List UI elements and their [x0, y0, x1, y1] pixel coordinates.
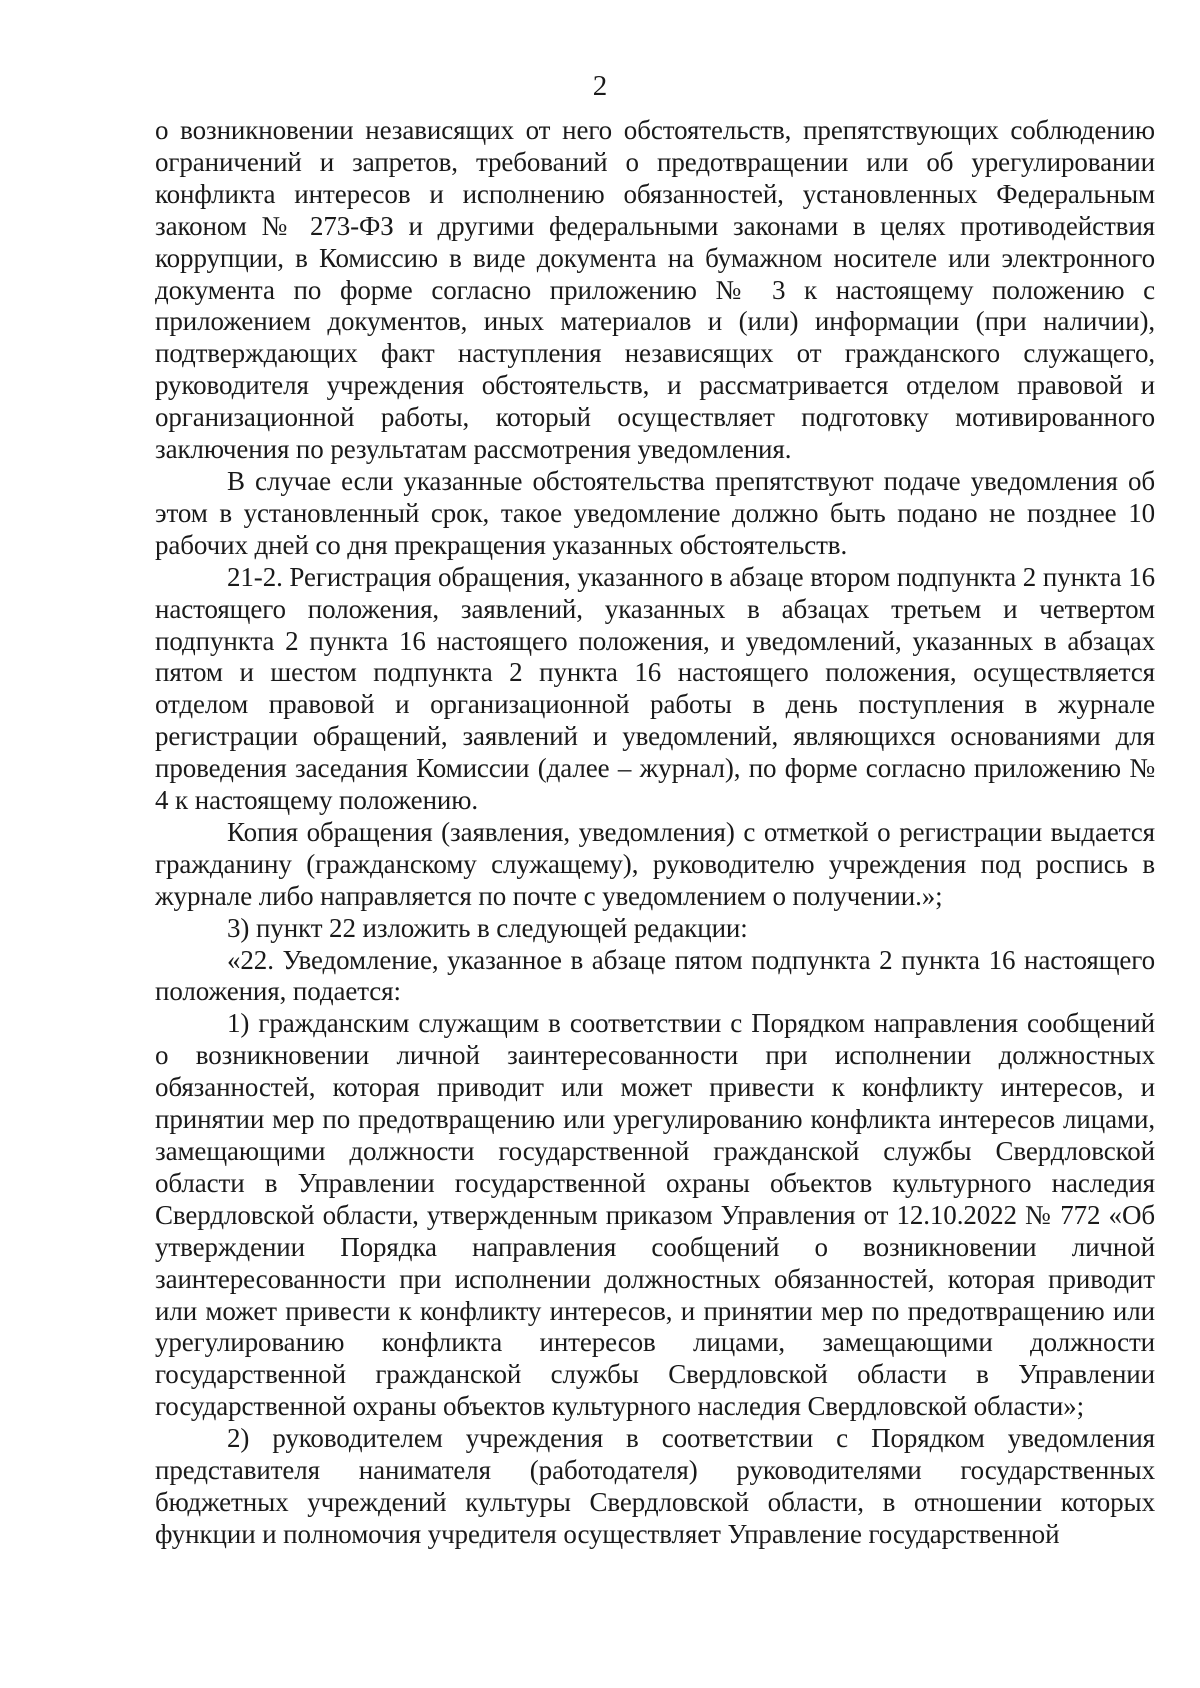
- paragraph-22: «22. Уведомление, указанное в абзаце пятом подпункта 2 пункта 16 настоящего положения, подается:: [155, 944, 1155, 1007]
- paragraph-21-2: 21-2. Регистрация обращения, указанного в абзаце втором подпункта 2 пункта 16 настоящего положения, заявлений, указанных в абзацах третьем и четвертом подпункта 2 пункта 16 настоящего положения, и уведомлений, указанных в абзацах пятом и шестом подпункта 2 пункта 16 настоящего положения, осуществляется отделом правовой и организационной работы в день поступления в журнале регистрации обращений, заявлений и уведомлений, являющихся основаниями для проведения заседания Комиссии (далее – журнал), по форме согласно приложению № 4 к настоящему положению.: [155, 561, 1155, 816]
- document-body: [155, 115, 1155, 1551]
- paragraph-22-1: 1) гражданским служащим в соответствии с Порядком направления сообщений о возникновении личной заинтересованности при исполнении должностных обязанностей, которая приводит или может привести к конфликту интересов, и принятии мер по предотвращению или урегулированию конфликта интересов лицами, замещающими должности государственной гражданской службы Свердловской области в Управлении государственной охраны объектов культурного наследия Свердловской области, утвержденным приказом Управления от 12.10.2022 № 772 «Об утверждении Порядка направления сообщений о возникновении личной заинтересованности при исполнении должностных обязанностей, которая приводит или может привести к конфликту интересов, и принятии мер по предотвращению или урегулированию конфликта интересов лицами, замещающими должности государственной гражданской службы Свердловской области в Управлении государственной охраны объектов культурного наследия Свердловской области»;: [155, 1008, 1155, 1422]
- paragraph-copy: Копия обращения (заявления, уведомления) с отметкой о регистрации выдается гражданину (гражданскому служащему), руководителю учреждения под роспись в журнале либо направляется по почте с уведомлением о получении.»;: [155, 816, 1155, 911]
- page-number: 2: [592, 70, 608, 102]
- paragraph-item-3: 3) пункт 22 изложить в следующей редакции:: [227, 912, 748, 943]
- paragraph-continuation: о возникновении независящих от него обстоятельств, препятствующих соблюдению ограничений и запретов, требований о предотвращении или об урегулировании конфликта интересов и исполнению обязанностей, установленных Федеральным законом № 273-ФЗ и другими федеральными законами в целях противодействия коррупции, в Комиссию в виде документа на бумажном носителе или электронного документа по форме согласно приложению № 3 к настоящему положению с приложением документов, иных материалов и (или) информации (при наличии), подтверждающих факт наступления независящих от гражданского служащего, руководителя учреждения обстоятельств, и рассматривается отделом правовой и организационной работы, который осуществляет подготовку мотивированного заключения по результатам рассмотрения уведомления.: [155, 115, 1155, 465]
- paragraph-deadline: В случае если указанные обстоятельства препятствуют подаче уведомления об этом в установленный срок, такое уведомление должно быть подано не позднее 10 рабочих дней со дня прекращения указанных обстоятельств.: [155, 465, 1155, 560]
- paragraph-22-2: 2) руководителем учреждения в соответствии с Порядком уведомления представителя нанимателя (работодателя) руководителями государственных бюджетных учреждений культуры Свердловской области, в отношении которых функции и полномочия учредителя осуществляет Управление государственной: [155, 1423, 1155, 1549]
